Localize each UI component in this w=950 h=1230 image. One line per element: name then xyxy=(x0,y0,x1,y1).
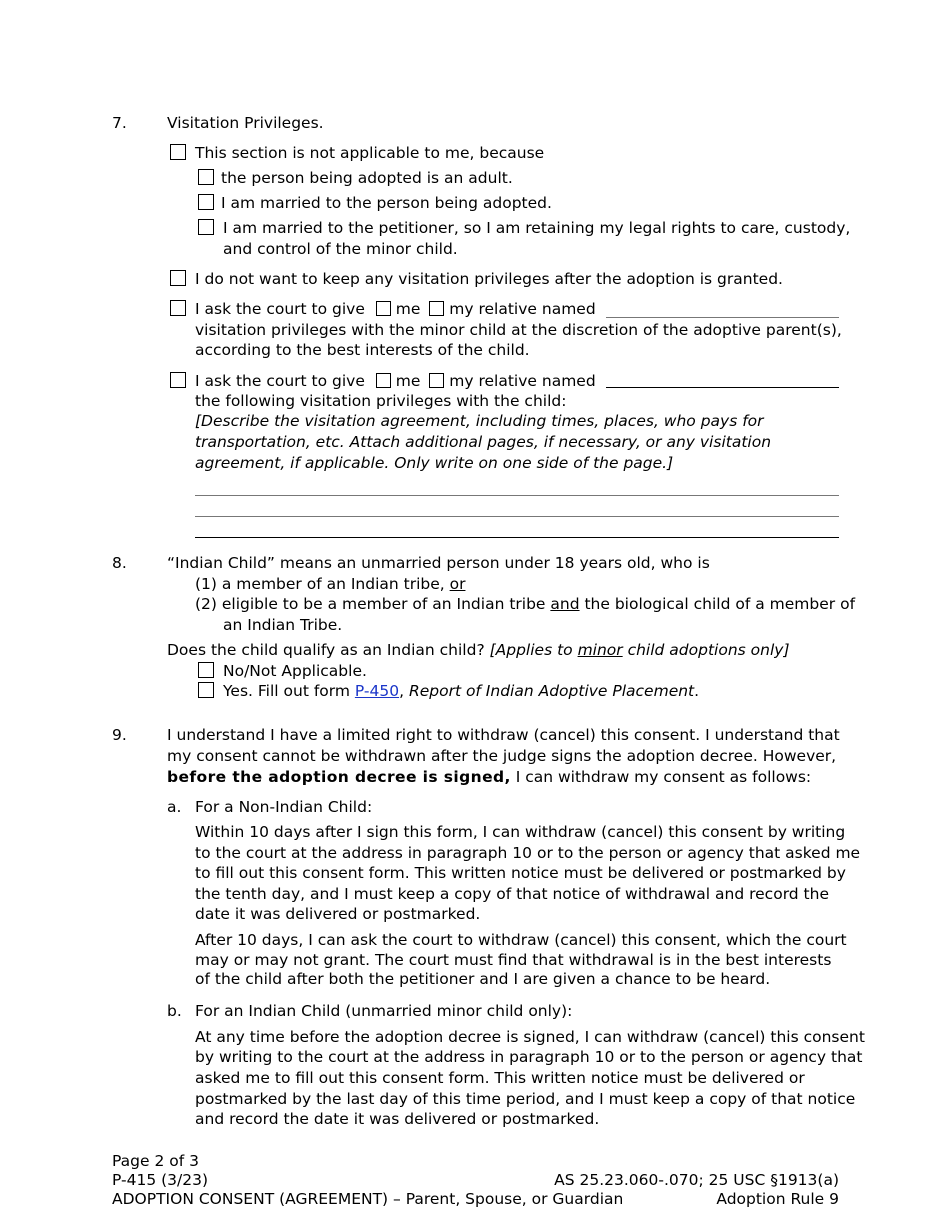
b-para1-line: At any time before the adoption decree is signed, I can withdraw (cancel) this consent xyxy=(195,1028,865,1046)
section-7-number: 7. xyxy=(112,114,127,132)
b-para1-line: asked me to fill out this consent form. This written notice must be delivered or xyxy=(195,1069,805,1087)
married-petitioner-label-1: I am married to the petitioner, so I am retaining my legal rights to care, custody, xyxy=(223,219,851,237)
subsection-a-title: For a Non-Indian Child: xyxy=(195,798,373,816)
visitation-agreement-instructions-1: [Describe the visitation agreement, including times, places, who pays for xyxy=(195,412,764,430)
section-7-title: Visitation Privileges. xyxy=(167,114,324,132)
visitation-discretion-line-2: visitation privileges with the minor child at the discretion of the adoptive parent(s), xyxy=(195,321,842,339)
withdraw-intro-3: before the adoption decree is signed, I can withdraw my consent as follows: xyxy=(167,768,812,786)
no-visitation-label: I do not want to keep any visitation privileges after the adoption is granted. xyxy=(195,270,783,288)
no-not-applicable-checkbox[interactable] xyxy=(198,662,214,678)
visitation-discretion-line-3: according to the best interests of the child. xyxy=(195,341,530,359)
no-visitation-checkbox[interactable] xyxy=(170,270,186,286)
not-applicable-label: This section is not applicable to me, because xyxy=(195,144,545,162)
married-petitioner-label-2: and control of the minor child. xyxy=(223,240,458,258)
visitation-description-line-1[interactable] xyxy=(195,495,839,496)
a-para1-line: the tenth day, and I must keep a copy of that notice of withdrawal and record the xyxy=(195,885,829,903)
indian-child-definition: “Indian Child” means an unmarried person under 18 years old, who is xyxy=(167,554,710,572)
section-8-number: 8. xyxy=(112,554,127,572)
not-applicable-checkbox[interactable] xyxy=(170,144,186,160)
visitation-agreement-instructions-2: transportation, etc. Attach additional pages, if necessary, or any visitation xyxy=(195,433,772,451)
relative-name-field-1[interactable] xyxy=(606,317,839,318)
relative-name-field-2[interactable] xyxy=(606,387,839,388)
footer-statute: AS 25.23.060-.070; 25 USC §1913(a) xyxy=(554,1171,839,1189)
a-para1-line: date it was delivered or postmarked. xyxy=(195,905,481,923)
relative-label-1: my relative named xyxy=(449,300,596,318)
footer-form-title: ADOPTION CONSENT (AGREEMENT) – Parent, Spouse, or Guardian xyxy=(112,1190,624,1208)
withdraw-intro-2: my consent cannot be withdrawn after the judge signs the adoption decree. However, xyxy=(167,747,837,765)
visitation-discretion-checkbox[interactable] xyxy=(170,300,186,316)
subsection-b-label: b. xyxy=(167,1002,182,1020)
visitation-agreement-line-2: the following visitation privileges with the child: xyxy=(195,392,567,410)
relative-checkbox-2[interactable] xyxy=(429,373,444,388)
no-not-applicable-label: No/Not Applicable. xyxy=(223,662,367,680)
footer-page-number: Page 2 of 3 xyxy=(112,1152,199,1170)
visitation-description-line-2[interactable] xyxy=(195,516,839,517)
me-checkbox-2[interactable] xyxy=(376,373,391,388)
me-checkbox-1[interactable] xyxy=(376,301,391,316)
yes-indian-child-label: Yes. Fill out form P-450, Report of Indian Adoptive Placement. xyxy=(223,682,700,700)
a-para1-line: to the court at the address in paragraph 10 or to the person or agency that asked me xyxy=(195,844,861,862)
a-para2-line: After 10 days, I can ask the court to withdraw (cancel) this consent, which the court xyxy=(195,931,847,949)
ask-give-label-2: I ask the court to give xyxy=(195,372,365,390)
indian-child-question: Does the child qualify as an Indian child? [Applies to minor child adoptions only] xyxy=(167,641,790,659)
a-para2-line: may or may not grant. The court must find that withdrawal is in the best interests xyxy=(195,951,832,969)
a-para2-line: of the child after both the petitioner and I are given a chance to be heard. xyxy=(195,970,771,988)
definition-item-2: (2) eligible to be a member of an Indian tribe and the biological child of a member of xyxy=(195,595,856,613)
footer-form-number: P-415 (3/23) xyxy=(112,1171,209,1189)
relative-checkbox-1[interactable] xyxy=(429,301,444,316)
me-label-1: me xyxy=(395,300,421,318)
visitation-description-line-3[interactable] xyxy=(195,537,839,538)
b-para1-line: by writing to the court at the address in paragraph 10 or to the person or agency that xyxy=(195,1048,863,1066)
b-para1-line: and record the date it was delivered or postmarked. xyxy=(195,1110,600,1128)
ask-give-label: I ask the court to give xyxy=(195,300,365,318)
yes-indian-child-checkbox[interactable] xyxy=(198,682,214,698)
a-para1-line: Within 10 days after I sign this form, I can withdraw (cancel) this consent by writing xyxy=(195,823,846,841)
section-9-number: 9. xyxy=(112,726,127,744)
visitation-agreement-instructions-3: agreement, if applicable. Only write on one side of the page.] xyxy=(195,454,674,472)
married-adopted-checkbox[interactable] xyxy=(198,194,214,210)
definition-item-2-cont: an Indian Tribe. xyxy=(223,616,343,634)
married-adopted-label: I am married to the person being adopted. xyxy=(221,194,552,212)
b-para1-line: postmarked by the last day of this time period, and I must keep a copy of that notice xyxy=(195,1090,856,1108)
definition-item-1: (1) a member of an Indian tribe, or xyxy=(195,575,466,593)
visitation-discretion-line-1 xyxy=(195,299,596,319)
subsection-a-label: a. xyxy=(167,798,182,816)
me-label-2: me xyxy=(395,372,421,390)
footer-rule: Adoption Rule 9 xyxy=(716,1190,839,1208)
visitation-agreement-line-1 xyxy=(195,371,596,391)
p450-link[interactable]: P-450 xyxy=(354,682,400,700)
a-para1-line: to fill out this consent form. This written notice must be delivered or postmarked by xyxy=(195,864,846,882)
adult-checkbox[interactable] xyxy=(198,169,214,185)
adult-label: the person being adopted is an adult. xyxy=(221,169,513,187)
withdraw-intro-1: I understand I have a limited right to withdraw (cancel) this consent. I understand that xyxy=(167,726,840,744)
visitation-agreement-checkbox[interactable] xyxy=(170,372,186,388)
relative-label-2: my relative named xyxy=(449,372,596,390)
married-petitioner-checkbox[interactable] xyxy=(198,219,214,235)
subsection-b-title: For an Indian Child (unmarried minor child only): xyxy=(195,1002,573,1020)
